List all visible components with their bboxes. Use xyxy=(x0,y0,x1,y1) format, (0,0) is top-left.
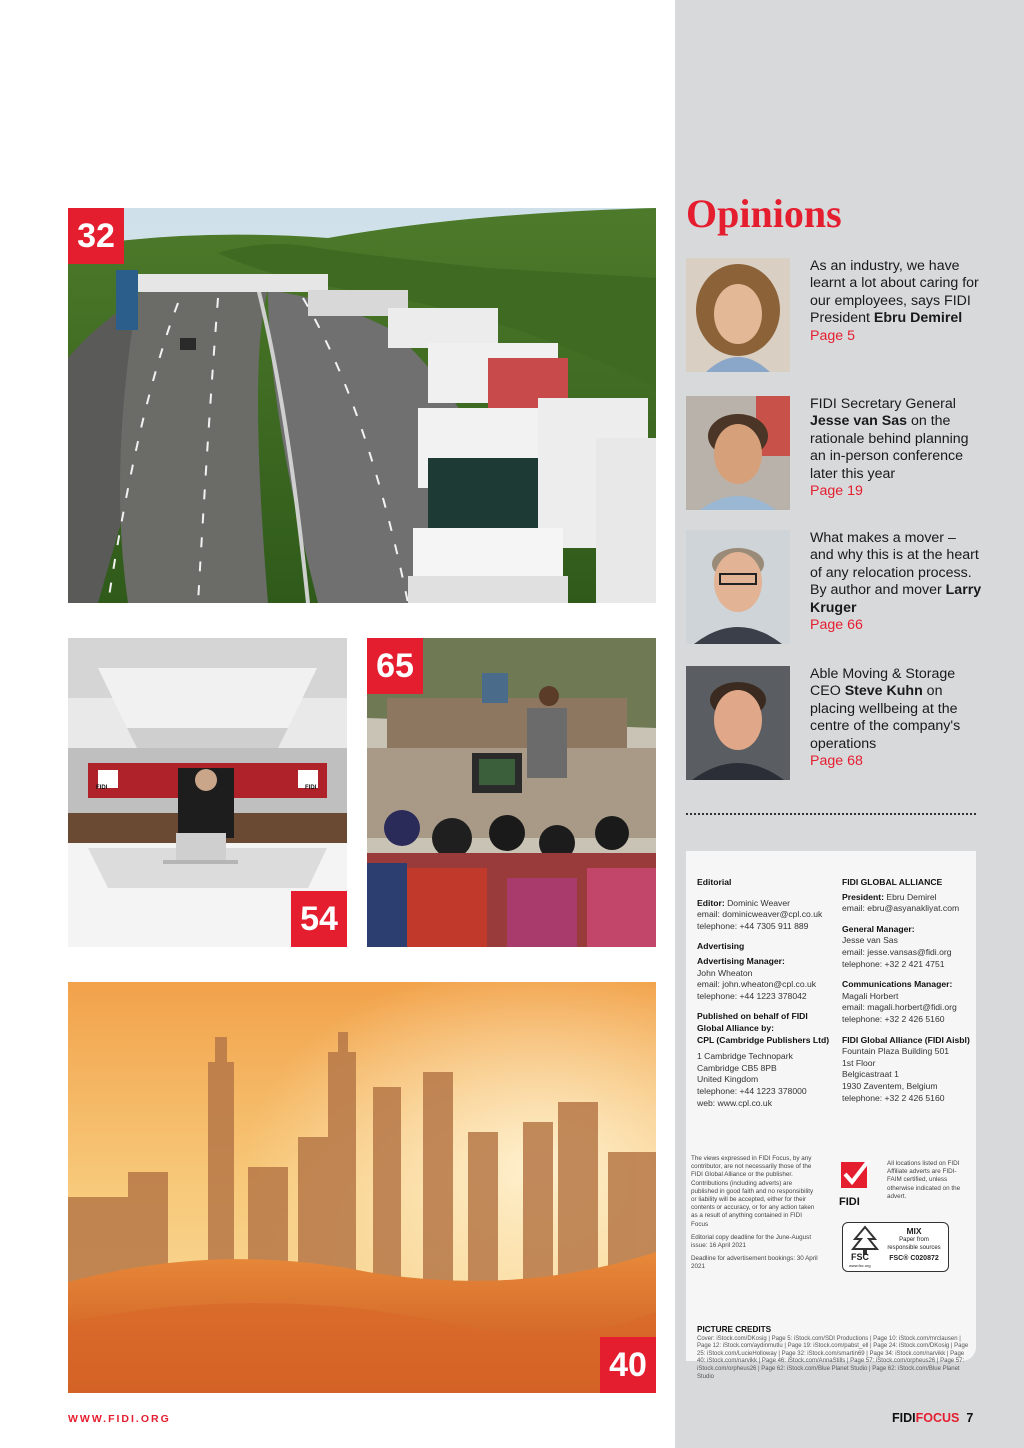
opinion-text: As an industry, we have learnt a lot about caring for our employees, says FIDI President xyxy=(810,258,979,327)
page-badge-54: 54 xyxy=(291,891,347,947)
editor-name: Dominic Weaver xyxy=(727,897,790,908)
portrait-ebru-demirel xyxy=(686,258,790,372)
editor-telephone: telephone: +44 7305 911 889 xyxy=(697,920,809,931)
opinion-page-link[interactable]: Page 19 xyxy=(810,483,863,500)
publisher-telephone: telephone: +44 1223 378000 xyxy=(697,1085,807,1096)
president-name: Ebru Demirel xyxy=(886,891,937,902)
editorial-heading: Editorial xyxy=(697,877,732,887)
opinion-page-link[interactable]: Page 5 xyxy=(810,327,855,344)
aisbl-address-2: 1st Floor xyxy=(842,1057,876,1068)
opinion-text-end: on the rationale behind planning an in-person conference later this year xyxy=(810,413,969,482)
page-number: 7 xyxy=(966,1411,974,1425)
publisher-address-1: 1 Cambridge Technopark xyxy=(697,1051,793,1062)
fsc-url: www.fsc.org xyxy=(849,1263,871,1268)
divider-dotted xyxy=(686,813,976,815)
alliance-column xyxy=(842,877,972,1104)
gm-email[interactable]: email: jesse.vansas@fidi.org xyxy=(842,946,952,957)
editor-label: Editor: xyxy=(697,897,725,908)
opinion-author: Ebru Demirel xyxy=(873,310,963,327)
gm-telephone: telephone: +32 2 421 4751 xyxy=(842,958,945,969)
fsc-line1: Paper from xyxy=(899,1236,929,1243)
opinion-page-link[interactable]: Page 68 xyxy=(810,753,863,770)
published-heading: Published on behalf of FIDI Global Alliance by: xyxy=(697,1011,808,1033)
comms-name: Magali Horbert xyxy=(842,990,899,1001)
gm-label: General Manager: xyxy=(842,923,915,934)
footer-brand-fidi: FIDI xyxy=(892,1411,916,1425)
ad-manager-telephone: telephone: +44 1223 378042 xyxy=(697,990,807,1001)
picture-credits xyxy=(697,1326,969,1381)
alliance-heading: FIDI GLOBAL ALLIANCE xyxy=(842,877,943,887)
aisbl-address-1: Fountain Plaza Building 501 xyxy=(842,1046,950,1057)
footer-website-link[interactable]: WWW.FIDI.ORG xyxy=(68,1413,171,1425)
aisbl-address-4: 1930 Zaventem, Belgium xyxy=(842,1080,938,1091)
editorial-column xyxy=(697,877,832,1109)
portrait-steve-kuhn xyxy=(686,666,790,780)
disclaimer-column xyxy=(691,1155,819,1272)
page-badge-65: 65 xyxy=(367,638,423,694)
page-badge-32: 32 xyxy=(68,208,124,264)
publisher-web[interactable]: web: www.cpl.co.uk xyxy=(697,1097,772,1108)
fsc-badge xyxy=(842,1222,949,1272)
trucks-motorway-photo xyxy=(68,208,656,603)
editor-email[interactable]: email: dominicweaver@cpl.co.uk xyxy=(697,909,823,920)
fsc-logo-text: FSC xyxy=(851,1252,869,1262)
president-email[interactable]: email: ebru@asyanakliyat.com xyxy=(842,903,960,914)
deadline-ads: Deadline for advertisement bookings: 30 April 2021 xyxy=(691,1255,818,1271)
comms-label: Communications Manager: xyxy=(842,979,953,990)
fsc-line2: responsible sources xyxy=(887,1245,941,1251)
ad-manager-email[interactable]: email: john.wheaton@cpl.co.uk xyxy=(697,979,817,990)
opinions-heading: Opinions xyxy=(686,191,842,236)
footer-brand-focus: FOCUS xyxy=(915,1411,960,1425)
comms-email[interactable]: email: magali.horbert@fidi.org xyxy=(842,1002,957,1013)
advertising-heading: Advertising xyxy=(697,941,745,952)
opinion-text-end: on placing wellbeing at the centre of the company's operations xyxy=(810,683,961,752)
opinion-text: FIDI Secretary General xyxy=(810,396,956,412)
ad-manager-label: Advertising Manager: xyxy=(697,955,785,966)
opinion-page-link[interactable]: Page 66 xyxy=(810,617,863,634)
opinion-author: Steve Kuhn xyxy=(844,683,923,700)
studio-fidi-logo-right: FIDI xyxy=(305,785,317,791)
page-badge-40: 40 xyxy=(600,1337,656,1393)
president-label: President: xyxy=(842,891,885,902)
disclaimer-views: The views expressed in FIDI Focus, by any contributor, are not necessarily those of the FIDI Global Alliance or the publisher. Contributions (including adverts) are published in good faith and no responsibility or liability will be accepted, either for their contents or accuracy, or for any action taken as a result of anything contained in FIDI Focus xyxy=(691,1155,815,1228)
opinion-text: Able Moving & Storage CEO xyxy=(810,666,956,700)
fidi-locations-note: All locations listed on FIDI Affiliate adverts are FIDI-FAIM certified, unless otherwise indicated on the advert. xyxy=(887,1160,961,1200)
deadline-copy: Editorial copy deadline for the June-August issue: 16 April 2021 xyxy=(691,1233,812,1250)
fidi-logo-icon xyxy=(839,1160,871,1206)
fsc-code: FSC® C020872 xyxy=(889,1254,939,1262)
aisbl-label: FIDI Global Alliance (FIDI Aisbl) xyxy=(842,1034,970,1045)
footer-brand xyxy=(892,1411,973,1425)
comms-telephone: telephone: +32 2 426 5160 xyxy=(842,1013,945,1024)
publisher-address-2: Cambridge CB5 8PB xyxy=(697,1062,777,1073)
portrait-jesse-van-sas xyxy=(686,396,790,510)
fidi-logo-text: FIDI xyxy=(839,1196,860,1208)
ad-manager-name: John Wheaton xyxy=(697,967,753,978)
studio-fidi-logo-left: FIDI xyxy=(96,785,108,791)
opinion-text: What makes a mover – and why this is at the heart of any relocation process. By author and mover xyxy=(810,530,979,599)
publisher-address-3: United Kingdom xyxy=(697,1074,759,1085)
picture-credits-text: Cover: iStock.com/DKosig | Page 5: iStock.com/SDI Productions | Page 10: iStock.com/mrclausen | Page 12: iStock.com/aydinmutlu | Page 19: iStock.com/pabst_ell | Page 24: iStock.com/DKosig | Page 25: iStock.com/LucieHolloway | Page 32: iStock.com/smartin69 | Page 34: iStock.com/narvikk | Page 40: iStock.com/narvikk | Page 46: iStock.com/AnnaStills | Page 57: iStock.com/orpheus26 | Page 57: iStock.com/orpheus26 | Page 62: iStock.com/Blue Planet Studio | Page 62: iStock.com/Blue Planet Studio xyxy=(697,1335,969,1380)
opinion-author: Larry Kruger xyxy=(810,582,982,616)
picture-credits-heading: PICTURE CREDITS xyxy=(697,1325,772,1334)
opinion-author: Jesse van Sas xyxy=(810,413,908,430)
desert-city-photo xyxy=(68,982,656,1393)
aisbl-telephone: telephone: +32 2 426 5160 xyxy=(842,1092,945,1103)
gm-name: Jesse van Sas xyxy=(842,935,898,946)
aisbl-address-3: Belgicastraat 1 xyxy=(842,1069,899,1080)
publisher-name: CPL (Cambridge Publishers Ltd) xyxy=(697,1034,830,1045)
portrait-larry-kruger xyxy=(686,530,790,644)
fsc-mix: MIX xyxy=(906,1226,922,1236)
